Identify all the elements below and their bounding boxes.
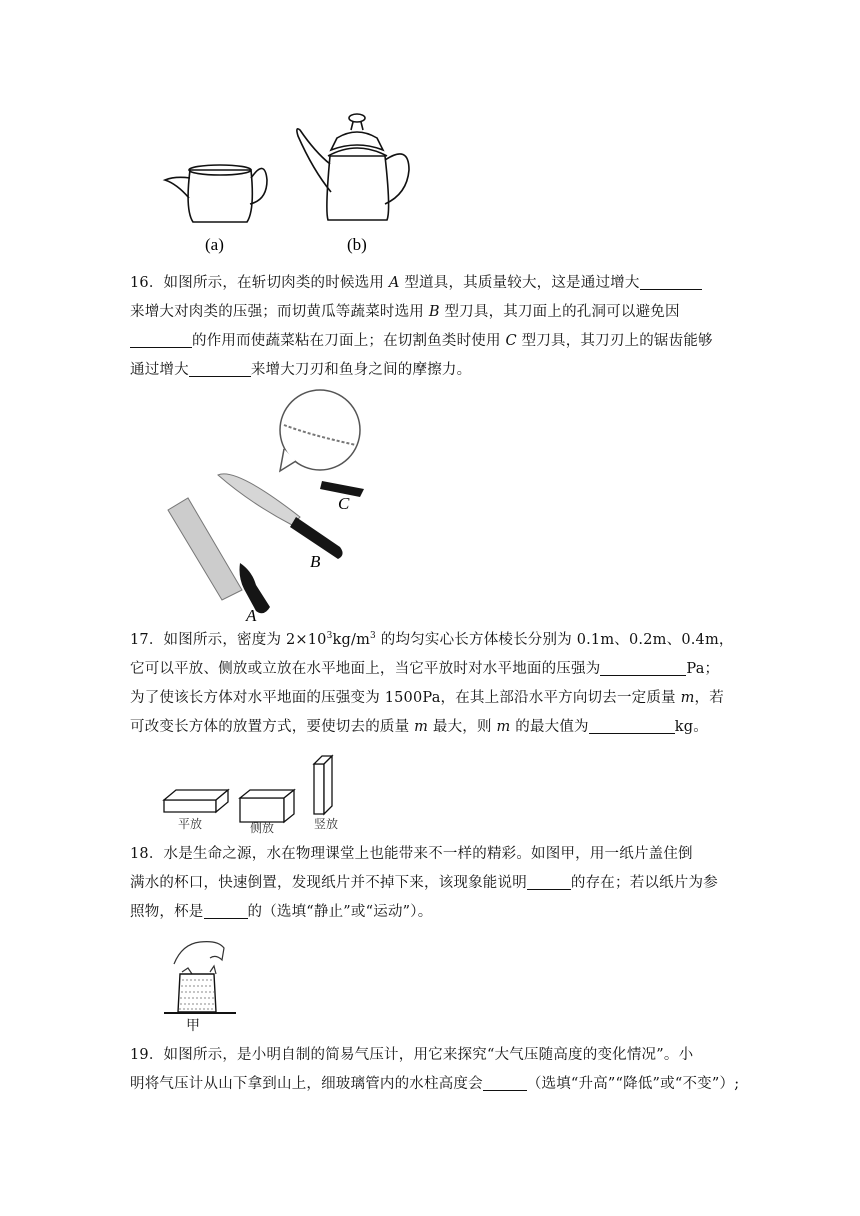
q16-text: 型刀具，其刀面上的孔洞可以避免因 — [439, 304, 680, 320]
q17-text: 它可以平放、侧放或立放在水平地面上，当它平放时对水平地面的压强为 — [130, 661, 601, 677]
question-16 — [130, 269, 730, 385]
cup-figure — [160, 934, 240, 1034]
q19-text: （选填“升高”“降低”或“不变”）; — [526, 1076, 740, 1092]
answer-blank[interactable] — [189, 360, 251, 377]
teapot-drawing — [155, 100, 425, 260]
boxes-drawing — [160, 752, 360, 834]
q17-superscript: 3 — [326, 631, 333, 642]
q17-superscript: 3 — [370, 631, 376, 642]
q19-line-1 — [130, 1041, 730, 1070]
answer-blank[interactable] — [640, 273, 702, 290]
q17-text: 可改变长方体的放置方式，要使切去的质量 — [130, 719, 415, 735]
q16-text: 16．如图所示，在斩切肉类的时候选用 — [130, 275, 389, 291]
q17-text: Pa； — [686, 661, 720, 677]
q16-line-4 — [130, 356, 730, 385]
q18-text: 的存在；若以纸片为参 — [570, 875, 718, 891]
q16-text: 型刀具，其刀刃上的锯齿能够 — [516, 333, 713, 349]
q17-text: 最大，则 — [428, 719, 497, 735]
q17-text: 的均匀实心长方体棱长分别为 0.1m、0.2m、0.4m， — [375, 632, 734, 648]
q18-line-2 — [130, 869, 730, 898]
box-label-side: 侧放 — [250, 821, 275, 834]
q17-var-m: m — [680, 690, 695, 706]
q16-var-a: A — [388, 275, 400, 291]
hand-icon — [174, 942, 224, 964]
q18-text: 满水的杯口，快速倒置，发现纸片并不掉下来，该现象能说明 — [130, 875, 527, 891]
q19-text: 19．如图所示，是小明自制的简易气压计，用它来探究“大气压随高度的变化情况”。小 — [130, 1047, 694, 1063]
q17-line-4 — [130, 713, 730, 742]
knife-label-c: C — [338, 494, 350, 513]
q17-text: 为了使该长方体对水平地面的压强变为 1500Pa，在其上部沿水平方向切去一定质量 — [130, 690, 681, 706]
q17-text: kg/m — [332, 632, 371, 648]
box-label-upright: 竖放 — [314, 817, 339, 831]
q19-text: 明将气压计从山下拿到山上，细玻璃管内的水柱高度会 — [130, 1076, 483, 1092]
cup-label: 甲 — [186, 1018, 200, 1034]
q18-line-3 — [130, 898, 730, 927]
q17-line-3 — [130, 684, 730, 713]
figure-label-a: (a) — [205, 235, 224, 254]
answer-blank[interactable] — [527, 873, 571, 890]
q17-text: ，若 — [694, 690, 724, 706]
q16-text: 的作用而使蔬菜粘在刀面上；在切割鱼类时使用 — [192, 333, 506, 349]
answer-blank[interactable] — [130, 331, 192, 348]
cup-drawing — [160, 934, 240, 1034]
figure-label-b: (b) — [347, 235, 367, 254]
q16-var-b: B — [428, 304, 440, 320]
q17-line-2 — [130, 655, 730, 684]
question-17 — [130, 626, 734, 742]
q16-text: 型道具，其质量较大，这是通过增大 — [399, 275, 640, 291]
q17-var-m: m — [496, 719, 511, 735]
q16-text: 来增大对肉类的压强；而切黄瓜等蔬菜时选用 — [130, 304, 429, 320]
q17-text: kg。 — [674, 719, 708, 735]
q16-var-c: C — [505, 333, 517, 349]
q17-line-1 — [130, 626, 734, 655]
question-18 — [130, 840, 730, 927]
q18-text: 18．水是生命之源，水在物理课堂上也能带来不一样的精彩。如图甲，用一纸片盖住倒 — [130, 846, 693, 862]
knives-drawing — [160, 385, 410, 625]
q16-line-3 — [130, 327, 730, 356]
answer-blank[interactable] — [483, 1074, 527, 1091]
q18-text: 的（选填“静止”或“运动”）。 — [247, 904, 433, 920]
q16-line-2 — [130, 298, 730, 327]
answer-blank[interactable] — [600, 659, 686, 676]
boxes-figure — [160, 752, 360, 834]
q17-text: 的最大值为 — [510, 719, 589, 735]
box-label-flat: 平放 — [178, 817, 203, 831]
q16-text: 通过增大 — [130, 362, 189, 378]
answer-blank[interactable] — [204, 902, 248, 919]
q17-var-m: m — [414, 719, 429, 735]
q16-line-1 — [130, 269, 730, 298]
answer-blank[interactable] — [589, 717, 675, 734]
knives-figure — [160, 385, 410, 625]
q18-line-1 — [130, 840, 730, 869]
teapot-figure — [155, 100, 425, 260]
knife-label-b: B — [310, 552, 321, 571]
q17-text: 17．如图所示，密度为 2×10 — [130, 632, 327, 648]
knife-label-a: A — [246, 606, 257, 625]
q18-text: 照物，杯是 — [130, 904, 204, 920]
q16-text: 来增大刀刃和鱼身之间的摩擦力。 — [250, 362, 472, 378]
q19-line-2 — [130, 1070, 740, 1099]
question-19 — [130, 1041, 740, 1099]
